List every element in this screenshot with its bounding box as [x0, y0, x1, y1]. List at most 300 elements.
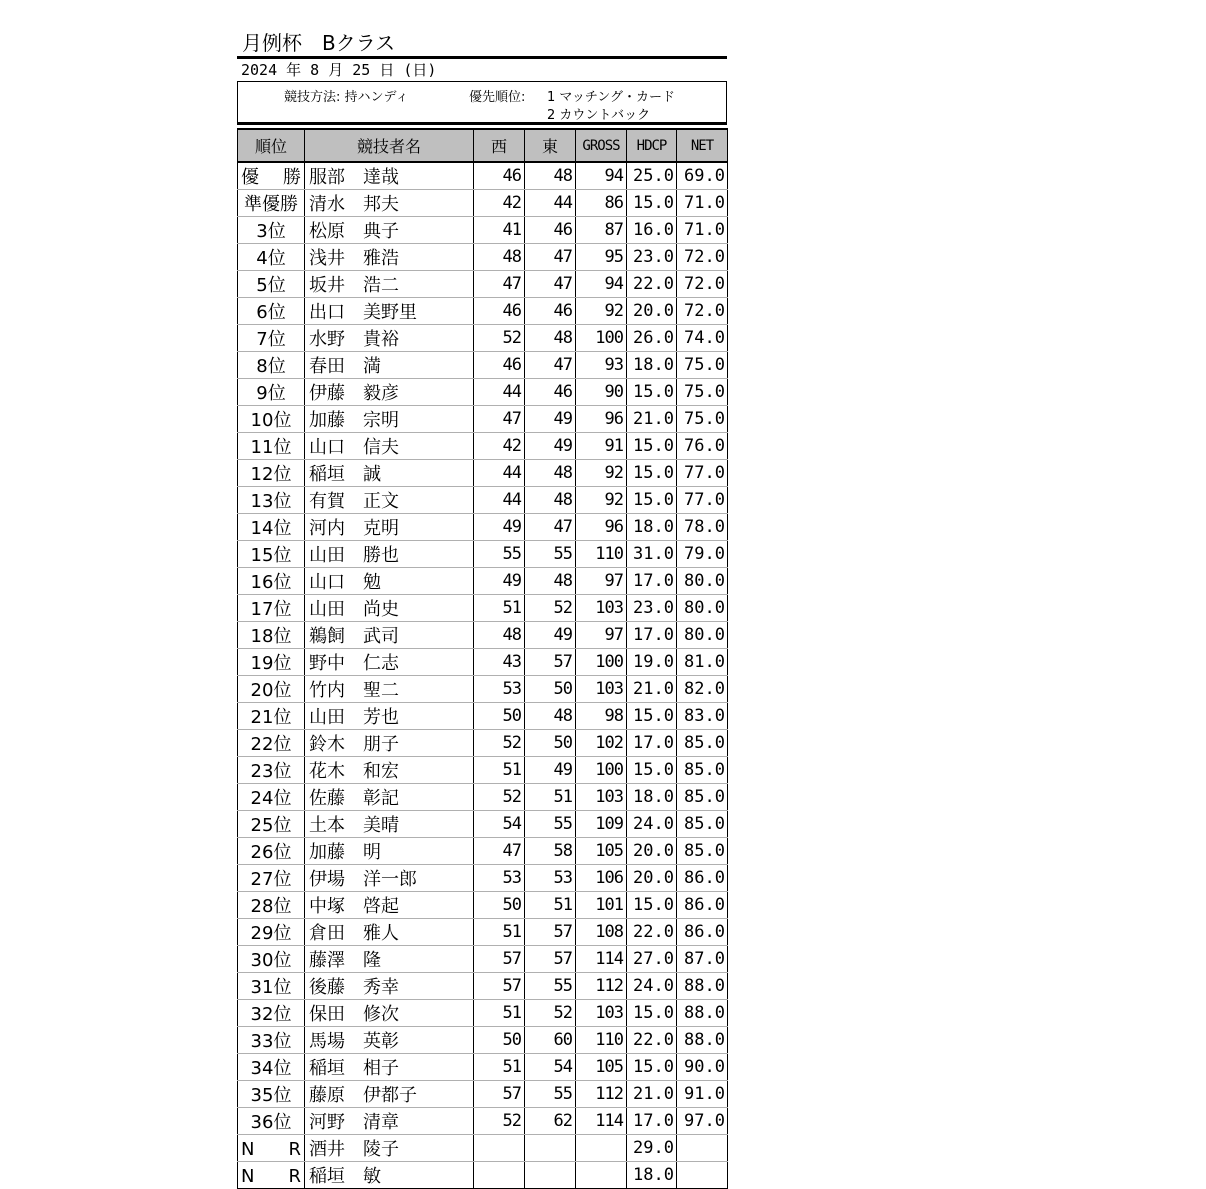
table-row — [238, 703, 728, 730]
rank-cell: 11位 — [238, 433, 305, 460]
rank-cell: 5位 — [238, 271, 305, 298]
hdcp-cell: 15.0 — [627, 757, 677, 784]
hdcp-cell: 17.0 — [627, 568, 677, 595]
gross-score-cell: 108 — [576, 919, 627, 946]
east-score-cell: 47 — [525, 514, 576, 541]
east-score-cell: 53 — [525, 865, 576, 892]
hdcp-cell: 15.0 — [627, 703, 677, 730]
gross-score-cell — [576, 1135, 627, 1162]
net-score-cell: 75.0 — [677, 379, 728, 406]
table-row — [238, 595, 728, 622]
gross-score-cell: 103 — [576, 784, 627, 811]
name-cell: 野中 仁志 — [305, 649, 474, 676]
east-score-cell: 52 — [525, 1000, 576, 1027]
gross-score-cell: 94 — [576, 271, 627, 298]
gross-score-cell: 95 — [576, 244, 627, 271]
name-cell: 加藤 宗明 — [305, 406, 474, 433]
rank-cell: 13位 — [238, 487, 305, 514]
table-row — [238, 568, 728, 595]
west-score-cell — [474, 1162, 525, 1189]
table-row — [238, 649, 728, 676]
west-score-cell: 51 — [474, 1054, 525, 1081]
table-row — [238, 406, 728, 433]
west-score-cell: 48 — [474, 622, 525, 649]
table-row — [238, 217, 728, 244]
name-cell: 後藤 秀幸 — [305, 973, 474, 1000]
gross-score-cell: 109 — [576, 811, 627, 838]
hdcp-cell: 15.0 — [627, 190, 677, 217]
west-score-cell: 43 — [474, 649, 525, 676]
header-name: 競技者名 — [305, 129, 474, 162]
rank-cell: 16位 — [238, 568, 305, 595]
gross-score-cell: 101 — [576, 892, 627, 919]
name-cell: 山口 勉 — [305, 568, 474, 595]
net-score-cell: 90.0 — [677, 1054, 728, 1081]
page-title: 月例杯 Bクラス — [237, 30, 727, 59]
west-score-cell: 47 — [474, 271, 525, 298]
priority-2: 2 カウントバック — [547, 108, 651, 123]
west-score-cell: 52 — [474, 730, 525, 757]
table-row — [238, 784, 728, 811]
name-cell: 有賀 正文 — [305, 487, 474, 514]
rank-cell: 32位 — [238, 1000, 305, 1027]
table-row — [238, 433, 728, 460]
west-score-cell: 57 — [474, 973, 525, 1000]
hdcp-cell: 21.0 — [627, 676, 677, 703]
name-cell: 山田 芳也 — [305, 703, 474, 730]
table-row — [238, 541, 728, 568]
priority-1: 1 マッチング・カード — [547, 90, 675, 105]
gross-score-cell: 112 — [576, 1081, 627, 1108]
name-cell: 山田 勝也 — [305, 541, 474, 568]
east-score-cell: 49 — [525, 757, 576, 784]
hdcp-cell: 23.0 — [627, 595, 677, 622]
west-score-cell: 51 — [474, 919, 525, 946]
table-row — [238, 946, 728, 973]
rank-cell: 準優勝 — [238, 190, 305, 217]
name-cell: 浅井 雅浩 — [305, 244, 474, 271]
table-row — [238, 352, 728, 379]
net-score-cell: 82.0 — [677, 676, 728, 703]
east-score-cell: 49 — [525, 433, 576, 460]
east-score-cell: 55 — [525, 1081, 576, 1108]
west-score-cell: 42 — [474, 190, 525, 217]
west-score-cell: 46 — [474, 352, 525, 379]
name-cell: 春田 満 — [305, 352, 474, 379]
hdcp-cell: 29.0 — [627, 1135, 677, 1162]
rank-cell: 30位 — [238, 946, 305, 973]
rank-cell: 34位 — [238, 1054, 305, 1081]
net-score-cell: 69.0 — [677, 162, 728, 190]
gross-score-cell: 92 — [576, 487, 627, 514]
hdcp-cell: 15.0 — [627, 379, 677, 406]
gross-score-cell: 97 — [576, 568, 627, 595]
net-score-cell: 85.0 — [677, 730, 728, 757]
west-score-cell: 44 — [474, 460, 525, 487]
east-score-cell: 48 — [525, 162, 576, 190]
name-cell: 保田 修次 — [305, 1000, 474, 1027]
hdcp-cell: 20.0 — [627, 838, 677, 865]
name-cell: 倉田 雅人 — [305, 919, 474, 946]
east-score-cell: 46 — [525, 379, 576, 406]
table-row — [238, 919, 728, 946]
east-score-cell: 58 — [525, 838, 576, 865]
name-cell: 山口 信夫 — [305, 433, 474, 460]
hdcp-cell: 18.0 — [627, 514, 677, 541]
table-row — [238, 487, 728, 514]
gross-score-cell: 106 — [576, 865, 627, 892]
west-score-cell: 42 — [474, 433, 525, 460]
west-score-cell: 52 — [474, 784, 525, 811]
gross-score-cell: 94 — [576, 162, 627, 190]
name-cell: 清水 邦夫 — [305, 190, 474, 217]
rank-cell: 33位 — [238, 1027, 305, 1054]
rank-cell: 20位 — [238, 676, 305, 703]
name-cell: 馬場 英彰 — [305, 1027, 474, 1054]
east-score-cell: 48 — [525, 325, 576, 352]
name-cell: 稲垣 敏 — [305, 1162, 474, 1189]
hdcp-cell: 20.0 — [627, 298, 677, 325]
west-score-cell: 50 — [474, 892, 525, 919]
name-cell: 鈴木 朋子 — [305, 730, 474, 757]
header-hdcp: HDCP — [627, 129, 677, 162]
net-score-cell: 72.0 — [677, 271, 728, 298]
hdcp-cell: 21.0 — [627, 406, 677, 433]
name-cell: 藤原 伊都子 — [305, 1081, 474, 1108]
net-score-cell: 86.0 — [677, 919, 728, 946]
east-score-cell: 46 — [525, 298, 576, 325]
west-score-cell: 57 — [474, 1081, 525, 1108]
net-score-cell: 77.0 — [677, 487, 728, 514]
name-cell: 服部 達哉 — [305, 162, 474, 190]
gross-score-cell: 92 — [576, 298, 627, 325]
west-score-cell: 46 — [474, 162, 525, 190]
name-cell: 加藤 明 — [305, 838, 474, 865]
net-score-cell: 75.0 — [677, 352, 728, 379]
competition-date: 2024 年 8 月 25 日 (日) — [241, 61, 437, 79]
table-row — [238, 244, 728, 271]
east-score-cell: 54 — [525, 1054, 576, 1081]
east-score-cell: 57 — [525, 649, 576, 676]
table-row — [238, 1162, 728, 1189]
net-score-cell: 71.0 — [677, 217, 728, 244]
west-score-cell: 44 — [474, 379, 525, 406]
east-score-cell: 55 — [525, 973, 576, 1000]
east-score-cell — [525, 1135, 576, 1162]
header-net: NET — [677, 129, 728, 162]
table-row — [238, 1135, 728, 1162]
name-cell: 伊藤 毅彦 — [305, 379, 474, 406]
hdcp-cell: 19.0 — [627, 649, 677, 676]
table-row — [238, 757, 728, 784]
gross-score-cell: 103 — [576, 676, 627, 703]
net-score-cell: 86.0 — [677, 892, 728, 919]
table-row — [238, 1081, 728, 1108]
hdcp-cell: 20.0 — [627, 865, 677, 892]
rank-cell: 10位 — [238, 406, 305, 433]
net-score-cell: 78.0 — [677, 514, 728, 541]
gross-score-cell: 112 — [576, 973, 627, 1000]
west-score-cell: 52 — [474, 325, 525, 352]
west-score-cell: 47 — [474, 838, 525, 865]
name-cell: 河野 清章 — [305, 1108, 474, 1135]
method-label: 競技方法: 持ハンディ — [284, 90, 409, 105]
gross-score-cell: 110 — [576, 541, 627, 568]
east-score-cell: 48 — [525, 487, 576, 514]
hdcp-cell: 18.0 — [627, 352, 677, 379]
east-score-cell: 50 — [525, 676, 576, 703]
rank-cell: 21位 — [238, 703, 305, 730]
east-score-cell: 47 — [525, 244, 576, 271]
west-score-cell — [474, 1135, 525, 1162]
rank-cell: 17位 — [238, 595, 305, 622]
rank-cell: 8位 — [238, 352, 305, 379]
east-score-cell: 44 — [525, 190, 576, 217]
net-score-cell: 79.0 — [677, 541, 728, 568]
rank-cell: 優 勝 — [238, 162, 305, 190]
hdcp-cell: 15.0 — [627, 460, 677, 487]
hdcp-cell: 23.0 — [627, 244, 677, 271]
net-score-cell: 88.0 — [677, 1000, 728, 1027]
name-cell: 坂井 浩二 — [305, 271, 474, 298]
west-score-cell: 53 — [474, 865, 525, 892]
east-score-cell: 49 — [525, 622, 576, 649]
net-score-cell — [677, 1162, 728, 1189]
east-score-cell: 51 — [525, 892, 576, 919]
competition-method-box — [237, 81, 727, 125]
west-score-cell: 51 — [474, 757, 525, 784]
name-cell: 伊場 洋一郎 — [305, 865, 474, 892]
hdcp-cell: 15.0 — [627, 1054, 677, 1081]
name-cell: 稲垣 相子 — [305, 1054, 474, 1081]
east-score-cell: 52 — [525, 595, 576, 622]
gross-score-cell: 93 — [576, 352, 627, 379]
name-cell: 稲垣 誠 — [305, 460, 474, 487]
gross-score-cell: 110 — [576, 1027, 627, 1054]
hdcp-cell: 22.0 — [627, 1027, 677, 1054]
gross-score-cell: 105 — [576, 1054, 627, 1081]
hdcp-cell: 17.0 — [627, 622, 677, 649]
rank-cell: 9位 — [238, 379, 305, 406]
name-cell: 佐藤 彰記 — [305, 784, 474, 811]
table-row — [238, 676, 728, 703]
name-cell: 酒井 陵子 — [305, 1135, 474, 1162]
rank-cell: 6位 — [238, 298, 305, 325]
rank-cell: 18位 — [238, 622, 305, 649]
gross-score-cell: 96 — [576, 406, 627, 433]
east-score-cell: 48 — [525, 703, 576, 730]
table-row — [238, 838, 728, 865]
hdcp-cell: 22.0 — [627, 919, 677, 946]
table-row — [238, 865, 728, 892]
gross-score-cell: 114 — [576, 946, 627, 973]
rank-cell: 23位 — [238, 757, 305, 784]
name-cell: 藤澤 隆 — [305, 946, 474, 973]
rank-cell: 3位 — [238, 217, 305, 244]
hdcp-cell: 17.0 — [627, 730, 677, 757]
west-score-cell: 57 — [474, 946, 525, 973]
gross-score-cell: 102 — [576, 730, 627, 757]
net-score-cell: 80.0 — [677, 622, 728, 649]
rank-cell: 28位 — [238, 892, 305, 919]
west-score-cell: 49 — [474, 514, 525, 541]
net-score-cell: 72.0 — [677, 244, 728, 271]
rank-cell: 12位 — [238, 460, 305, 487]
west-score-cell: 53 — [474, 676, 525, 703]
gross-score-cell: 91 — [576, 433, 627, 460]
east-score-cell: 55 — [525, 811, 576, 838]
net-score-cell: 72.0 — [677, 298, 728, 325]
east-score-cell: 57 — [525, 919, 576, 946]
west-score-cell: 49 — [474, 568, 525, 595]
west-score-cell: 51 — [474, 1000, 525, 1027]
hdcp-cell: 15.0 — [627, 892, 677, 919]
rank-cell: 24位 — [238, 784, 305, 811]
east-score-cell: 57 — [525, 946, 576, 973]
hdcp-cell: 17.0 — [627, 1108, 677, 1135]
rank-cell: 15位 — [238, 541, 305, 568]
hdcp-cell: 16.0 — [627, 217, 677, 244]
gross-score-cell: 100 — [576, 325, 627, 352]
table-row — [238, 1108, 728, 1135]
table-row — [238, 622, 728, 649]
header-west: 西 — [474, 129, 525, 162]
hdcp-cell: 21.0 — [627, 1081, 677, 1108]
net-score-cell: 83.0 — [677, 703, 728, 730]
table-row — [238, 379, 728, 406]
net-score-cell: 80.0 — [677, 595, 728, 622]
east-score-cell: 51 — [525, 784, 576, 811]
gross-score-cell: 100 — [576, 649, 627, 676]
west-score-cell: 51 — [474, 595, 525, 622]
east-score-cell: 49 — [525, 406, 576, 433]
net-score-cell: 75.0 — [677, 406, 728, 433]
rank-cell: 27位 — [238, 865, 305, 892]
net-score-cell: 81.0 — [677, 649, 728, 676]
rank-cell: N R — [238, 1162, 305, 1189]
rank-cell: N R — [238, 1135, 305, 1162]
east-score-cell: 60 — [525, 1027, 576, 1054]
results-table — [237, 128, 728, 1189]
east-score-cell: 48 — [525, 568, 576, 595]
net-score-cell: 71.0 — [677, 190, 728, 217]
west-score-cell: 50 — [474, 703, 525, 730]
gross-score-cell: 90 — [576, 379, 627, 406]
net-score-cell: 85.0 — [677, 757, 728, 784]
name-cell: 鵜飼 武司 — [305, 622, 474, 649]
gross-score-cell: 98 — [576, 703, 627, 730]
net-score-cell: 77.0 — [677, 460, 728, 487]
net-score-cell: 80.0 — [677, 568, 728, 595]
gross-score-cell: 92 — [576, 460, 627, 487]
east-score-cell: 47 — [525, 271, 576, 298]
east-score-cell: 46 — [525, 217, 576, 244]
east-score-cell: 62 — [525, 1108, 576, 1135]
name-cell: 土本 美晴 — [305, 811, 474, 838]
west-score-cell: 44 — [474, 487, 525, 514]
header-east: 東 — [525, 129, 576, 162]
hdcp-cell: 26.0 — [627, 325, 677, 352]
net-score-cell — [677, 1135, 728, 1162]
gross-score-cell: 103 — [576, 595, 627, 622]
hdcp-cell: 25.0 — [627, 162, 677, 190]
west-score-cell: 55 — [474, 541, 525, 568]
gross-score-cell: 87 — [576, 217, 627, 244]
table-row — [238, 162, 728, 190]
west-score-cell: 50 — [474, 1027, 525, 1054]
net-score-cell: 85.0 — [677, 811, 728, 838]
gross-score-cell: 97 — [576, 622, 627, 649]
east-score-cell: 50 — [525, 730, 576, 757]
rank-cell: 29位 — [238, 919, 305, 946]
net-score-cell: 91.0 — [677, 1081, 728, 1108]
table-row — [238, 1054, 728, 1081]
table-row — [238, 1000, 728, 1027]
table-row — [238, 325, 728, 352]
table-row — [238, 190, 728, 217]
hdcp-cell: 15.0 — [627, 1000, 677, 1027]
hdcp-cell: 18.0 — [627, 1162, 677, 1189]
hdcp-cell: 24.0 — [627, 973, 677, 1000]
results-sheet — [237, 30, 727, 1189]
table-row — [238, 460, 728, 487]
net-score-cell: 74.0 — [677, 325, 728, 352]
name-cell: 竹内 聖二 — [305, 676, 474, 703]
rank-cell: 19位 — [238, 649, 305, 676]
table-row — [238, 730, 728, 757]
rank-cell: 7位 — [238, 325, 305, 352]
west-score-cell: 41 — [474, 217, 525, 244]
table-row — [238, 973, 728, 1000]
gross-score-cell: 105 — [576, 838, 627, 865]
net-score-cell: 88.0 — [677, 973, 728, 1000]
hdcp-cell: 24.0 — [627, 811, 677, 838]
table-row — [238, 811, 728, 838]
west-score-cell: 46 — [474, 298, 525, 325]
header-row — [238, 129, 728, 162]
east-score-cell: 55 — [525, 541, 576, 568]
net-score-cell: 76.0 — [677, 433, 728, 460]
name-cell: 中塚 啓起 — [305, 892, 474, 919]
rank-cell: 22位 — [238, 730, 305, 757]
header-rank: 順位 — [238, 129, 305, 162]
rank-cell: 14位 — [238, 514, 305, 541]
rank-cell: 35位 — [238, 1081, 305, 1108]
gross-score-cell: 96 — [576, 514, 627, 541]
east-score-cell — [525, 1162, 576, 1189]
west-score-cell: 54 — [474, 811, 525, 838]
net-score-cell: 87.0 — [677, 946, 728, 973]
hdcp-cell: 18.0 — [627, 784, 677, 811]
name-cell: 出口 美野里 — [305, 298, 474, 325]
priority-label: 優先順位: — [469, 90, 526, 105]
rank-cell: 25位 — [238, 811, 305, 838]
table-row — [238, 298, 728, 325]
gross-score-cell: 114 — [576, 1108, 627, 1135]
table-row — [238, 514, 728, 541]
hdcp-cell: 15.0 — [627, 487, 677, 514]
west-score-cell: 52 — [474, 1108, 525, 1135]
name-cell: 松原 典子 — [305, 217, 474, 244]
net-score-cell: 85.0 — [677, 784, 728, 811]
east-score-cell: 47 — [525, 352, 576, 379]
name-cell: 河内 克明 — [305, 514, 474, 541]
header-gross: GROSS — [576, 129, 627, 162]
hdcp-cell: 31.0 — [627, 541, 677, 568]
hdcp-cell: 27.0 — [627, 946, 677, 973]
rank-cell: 36位 — [238, 1108, 305, 1135]
gross-score-cell: 86 — [576, 190, 627, 217]
